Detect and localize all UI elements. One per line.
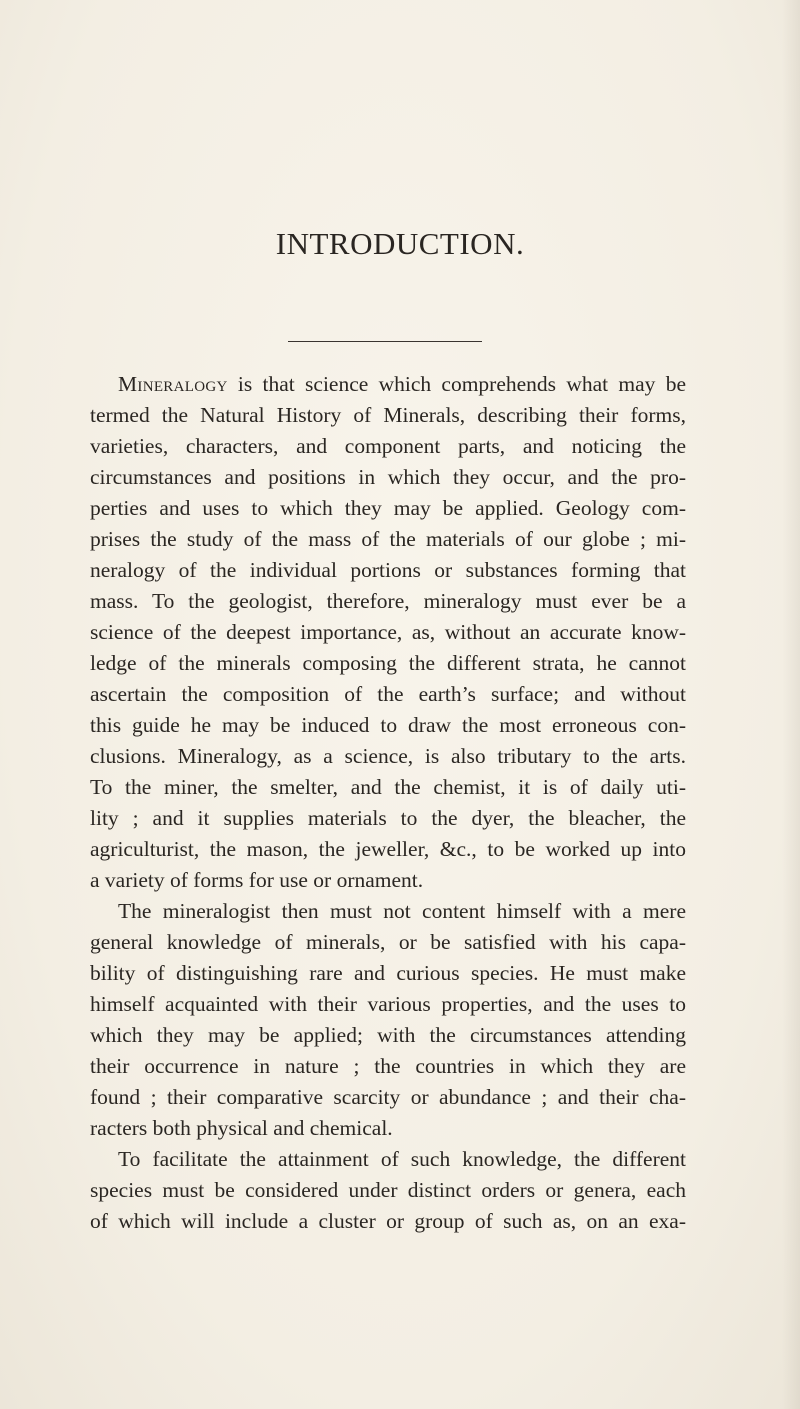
heading-rule xyxy=(288,341,482,342)
text-line: this guide he may be induced to draw the most erroneous con- xyxy=(90,713,686,737)
text-line: termed the Natural History of Minerals, describing their forms, xyxy=(90,403,686,427)
text-line: circumstances and positions in which they occur, and the pro- xyxy=(90,465,686,489)
text-line: bility of distinguishing rare and curious species. He must make xyxy=(90,961,686,985)
text-line: their occurrence in nature ; the countries in which they are xyxy=(90,1054,686,1078)
text-line: neralogy of the individual portions or substances forming that xyxy=(90,558,686,582)
body-text xyxy=(90,369,686,1237)
text-line: clusions. Mineralogy, as a science, is also tributary to the arts. xyxy=(90,744,686,768)
text-line: The mineralogist then must not content himself with a mere xyxy=(118,899,686,923)
text-line: To the miner, the smelter, and the chemist, it is of daily uti- xyxy=(90,775,686,799)
text-line: of which will include a cluster or group of such as, on an exa- xyxy=(90,1209,686,1233)
page-edge-shadow xyxy=(782,0,800,1409)
text-line: general knowledge of minerals, or be satisfied with his capa- xyxy=(90,930,686,954)
lead-word: Mineralogy xyxy=(118,372,228,396)
text-line: himself acquainted with their various properties, and the uses to xyxy=(90,992,686,1016)
text-line: species must be considered under distinct orders or genera, each xyxy=(90,1178,686,1202)
text-line: prises the study of the mass of the materials of our globe ; mi- xyxy=(90,527,686,551)
text-line: agriculturist, the mason, the jeweller, &c., to be worked up into xyxy=(90,837,686,861)
text-line: lity ; and it supplies materials to the dyer, the bleacher, the xyxy=(90,806,686,830)
text-line: found ; their comparative scarcity or abundance ; and their cha- xyxy=(90,1085,686,1109)
text-line: ascertain the composition of the earth’s surface; and without xyxy=(90,682,686,706)
text-line: Mineralogy is that science which comprehends what may be xyxy=(118,372,686,396)
text-line: To facilitate the attainment of such knowledge, the different xyxy=(118,1147,686,1171)
text-line: a variety of forms for use or ornament. xyxy=(90,868,424,892)
page-heading: INTRODUCTION. xyxy=(275,226,525,261)
text-line: which they may be applied; with the circumstances attending xyxy=(90,1023,686,1047)
text-line: varieties, characters, and component parts, and noticing the xyxy=(90,434,686,458)
text-line: mass. To the geologist, therefore, mineralogy must ever be a xyxy=(90,589,686,613)
text-line: science of the deepest importance, as, without an accurate know- xyxy=(90,620,686,644)
text-line: racters both physical and chemical. xyxy=(90,1116,393,1140)
text-line: perties and uses to which they may be applied. Geology com- xyxy=(90,496,686,520)
text-line: ledge of the minerals composing the different strata, he cannot xyxy=(90,651,686,675)
